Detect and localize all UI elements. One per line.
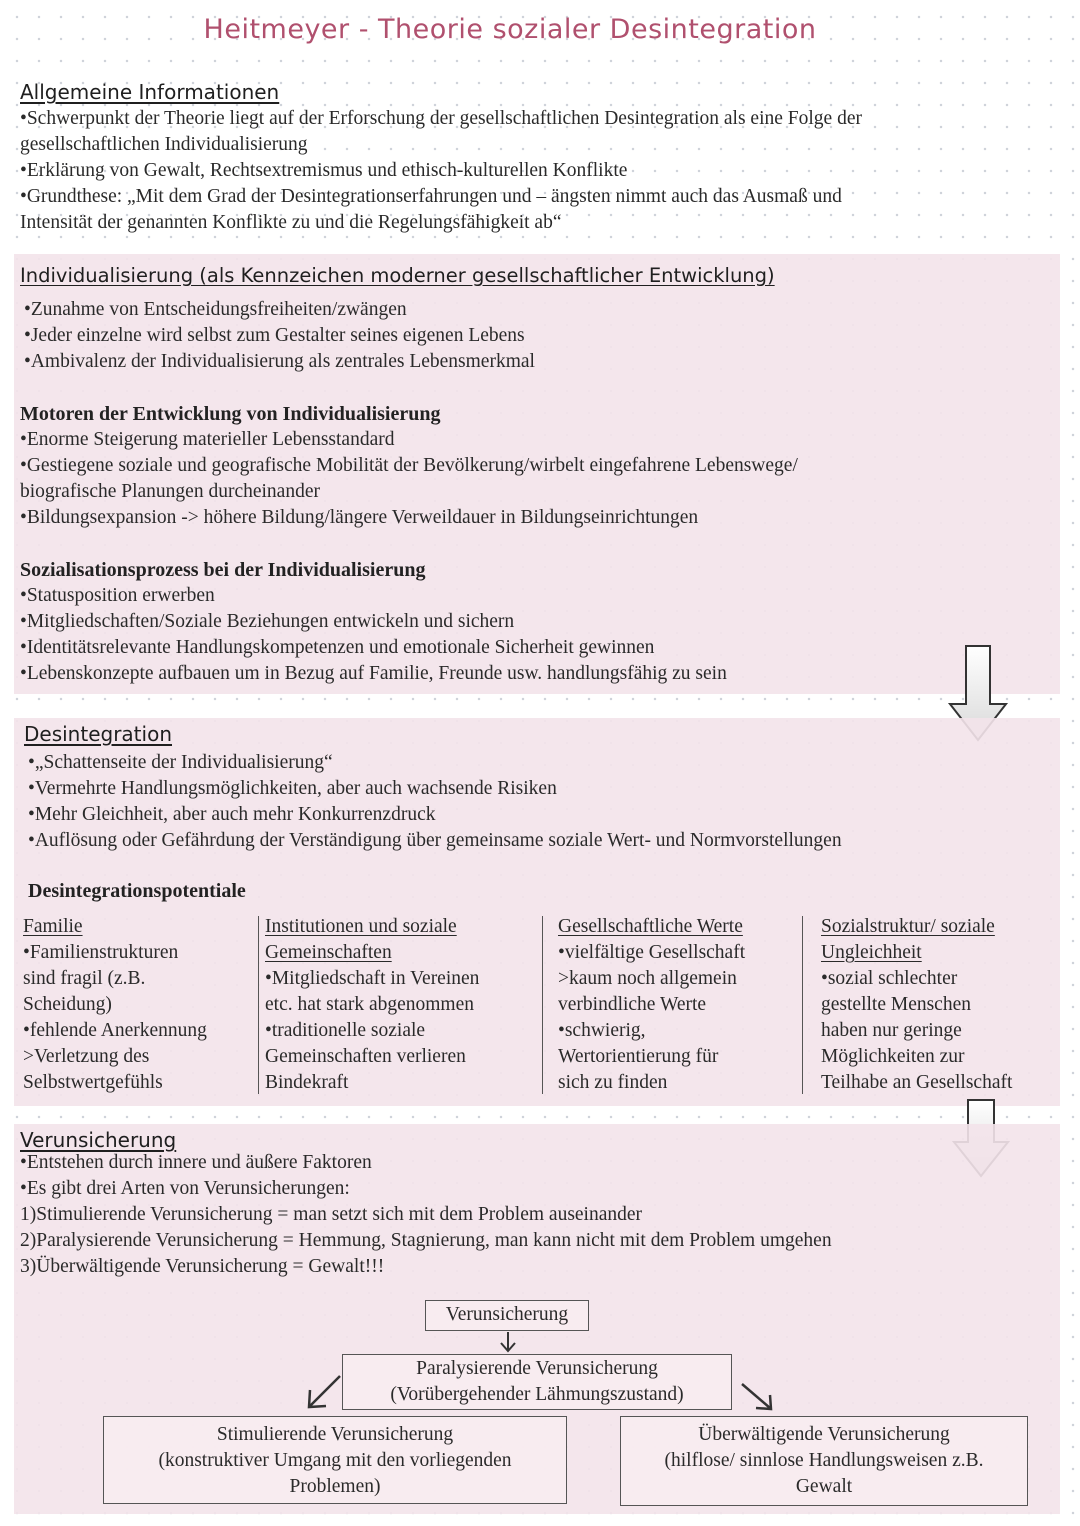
text-line: Gemeinschaften verlieren [265,1046,466,1067]
column-heading: Institutionen und soziale [265,916,457,937]
column-werte [558,914,798,1096]
text-line: biografische Planungen durcheinander [20,481,320,502]
text-line: Wertorientierung für [558,1046,719,1067]
section-verunsicherung [20,1128,1050,1280]
diagram-left-box [103,1416,567,1504]
text-line: •Mitgliedschaft in Vereinen [265,968,480,989]
diagram-root-label: Verunsicherung [445,1304,569,1325]
text-line: •schwierig, [558,1020,646,1041]
column-sozialstruktur [821,914,1057,1096]
diagram-middle-line: (Vorübergehender Lähmungszustand) [390,1384,684,1405]
column-divider [258,916,259,1094]
column-heading: Gesellschaftliche Werte [558,916,743,937]
text-line: •Jeder einzelne wird selbst zum Gestalter seines eigenen Lebens [24,325,525,346]
text-line: Intensität der genannten Konflikte zu und die Regelungsfähigkeit ab“ [20,212,562,233]
column-familie [23,914,255,1096]
diagram-left-line: Stimulierende Verunsicherung [216,1424,454,1445]
text-line: verbindliche Werte [558,994,707,1015]
text-line: Selbstwertgefühls [23,1072,163,1093]
section-heading-individualisierung: Individualisierung (als Kennzeichen moderner gesellschaftlicher Entwicklung) [20,264,775,287]
arrow-down-right-icon [738,1380,778,1414]
text-line: >Verletzung des [23,1046,150,1067]
subheading-sozialisation: Sozialisationsprozess bei der Individualisierung [20,559,426,581]
column-heading: Ungleichheit [821,942,922,963]
text-line: •Identitätsrelevante Handlungskompetenzen und emotionale Sicherheit gewinnen [20,637,655,658]
text-line: •Lebenskonzepte aufbauen um in Bezug auf Familie, Freunde usw. handlungsfähig zu sein [20,663,727,684]
text-line: •Statusposition erwerben [20,585,215,606]
text-line: •sozial schlechter [821,968,958,989]
text-line: >kaum noch allgemein [558,968,737,989]
diagram-middle-line: Paralysierende Verunsicherung [416,1358,658,1379]
text-line: •Mehr Gleichheit, aber auch mehr Konkurrenzdruck [28,804,436,825]
text-line: haben nur geringe [821,1020,962,1041]
text-line: •Gestiegene soziale und geografische Mobilität der Bevölkerung/wirbelt eingefahrene Lebenswege/ [20,455,798,476]
text-line: Bindekraft [265,1072,349,1093]
column-heading: Familie [23,916,83,937]
text-line: •Entstehen durch innere und äußere Faktoren [20,1152,372,1173]
subheading-potentiale: Desintegrationspotentiale [28,880,246,902]
diagram-right-line: Gewalt [795,1476,853,1497]
text-line: Teilhabe an Gesellschaft [821,1072,1013,1093]
column-divider [802,916,803,1094]
diagram-middle-box [342,1354,732,1410]
text-line: •Vermehrte Handlungsmöglichkeiten, aber auch wachsende Risiken [28,778,557,799]
text-line: •Grundthese: „Mit dem Grad der Desintegrationserfahrungen und – ängsten nimmt auch das Ausmaß und [20,186,842,207]
subheading-motoren: Motoren der Entwicklung von Individualisierung [20,403,441,425]
text-line: sich zu finden [558,1072,668,1093]
section-desintegration [20,722,1050,904]
diagram-left-line: Problemen) [289,1476,381,1497]
diagram-right-line: (hilflose/ sinnlose Handlungsweisen z.B. [664,1450,984,1471]
text-line: Möglichkeiten zur [821,1046,965,1067]
column-divider [542,916,543,1094]
text-line: •Es gibt drei Arten von Verunsicherungen: [20,1178,350,1199]
text-line: 1)Stimulierende Verunsicherung = man setzt sich mit dem Problem auseinander [20,1204,643,1225]
section-heading-verunsicherung: Verunsicherung [20,1128,177,1152]
text-line: •Mitgliedschaften/Soziale Beziehungen entwickeln und sichern [20,611,515,632]
diagram-left-line: (konstruktiver Umgang mit den vorliegenden [158,1450,512,1471]
text-line: Scheidung) [23,994,112,1015]
text-line: •Ambivalenz der Individualisierung als zentrales Lebensmerkmal [24,351,535,372]
section-individualisierung [20,264,1050,687]
text-line: •Auflösung oder Gefährdung der Verständigung über gemeinsame soziale Wert- und Normvorstellungen [28,830,842,851]
section-heading-desintegration: Desintegration [24,722,172,746]
arrow-down-icon [498,1330,518,1354]
text-line: •traditionelle soziale [265,1020,426,1041]
text-line: sind fragil (z.B. [23,968,146,989]
text-line: •vielfältige Gesellschaft [558,942,746,963]
column-institutionen [265,914,535,1096]
arrow-down-left-icon [302,1372,346,1412]
text-line: 3)Überwältigende Verunsicherung = Gewalt!!! [20,1256,385,1277]
diagram-root-box [425,1300,589,1331]
text-line: 2)Paralysierende Verunsicherung = Hemmung, Stagnierung, man kann nicht mit dem Problem umgehen [20,1230,832,1251]
column-heading: Gemeinschaften [265,942,392,963]
column-heading: Sozialstruktur/ soziale [821,916,995,937]
potentiale-columns [20,914,1060,1102]
section-heading-allgemein: Allgemeine Informationen [20,80,280,104]
text-line: •Enorme Steigerung materieller Lebensstandard [20,429,395,450]
diagram-right-line: Überwältigende Verunsicherung [698,1424,950,1445]
text-line: •Familienstrukturen [23,942,179,963]
section-allgemein [20,80,1050,236]
text-line: etc. hat stark abgenommen [265,994,475,1015]
text-line: gesellschaftlichen Individualisierung [20,134,308,155]
text-line: •Schwerpunkt der Theorie liegt auf der Erforschung der gesellschaftlichen Desintegration als eine Folge der [20,108,862,129]
text-line: •Zunahme von Entscheidungsfreiheiten/zwängen [24,299,407,320]
text-line: •„Schattenseite der Individualisierung“ [28,752,333,773]
diagram-right-box [620,1416,1028,1506]
text-line: •Bildungsexpansion -> höhere Bildung/längere Verweildauer in Bildungseinrichtungen [20,507,699,528]
text-line: •Erklärung von Gewalt, Rechtsextremismus und ethisch-kulturellen Konflikte [20,160,628,181]
page-title: Heitmeyer - Theorie sozialer Desintegration [203,14,817,45]
text-line: gestellte Menschen [821,994,971,1015]
text-line: •fehlende Anerkennung [23,1020,207,1041]
